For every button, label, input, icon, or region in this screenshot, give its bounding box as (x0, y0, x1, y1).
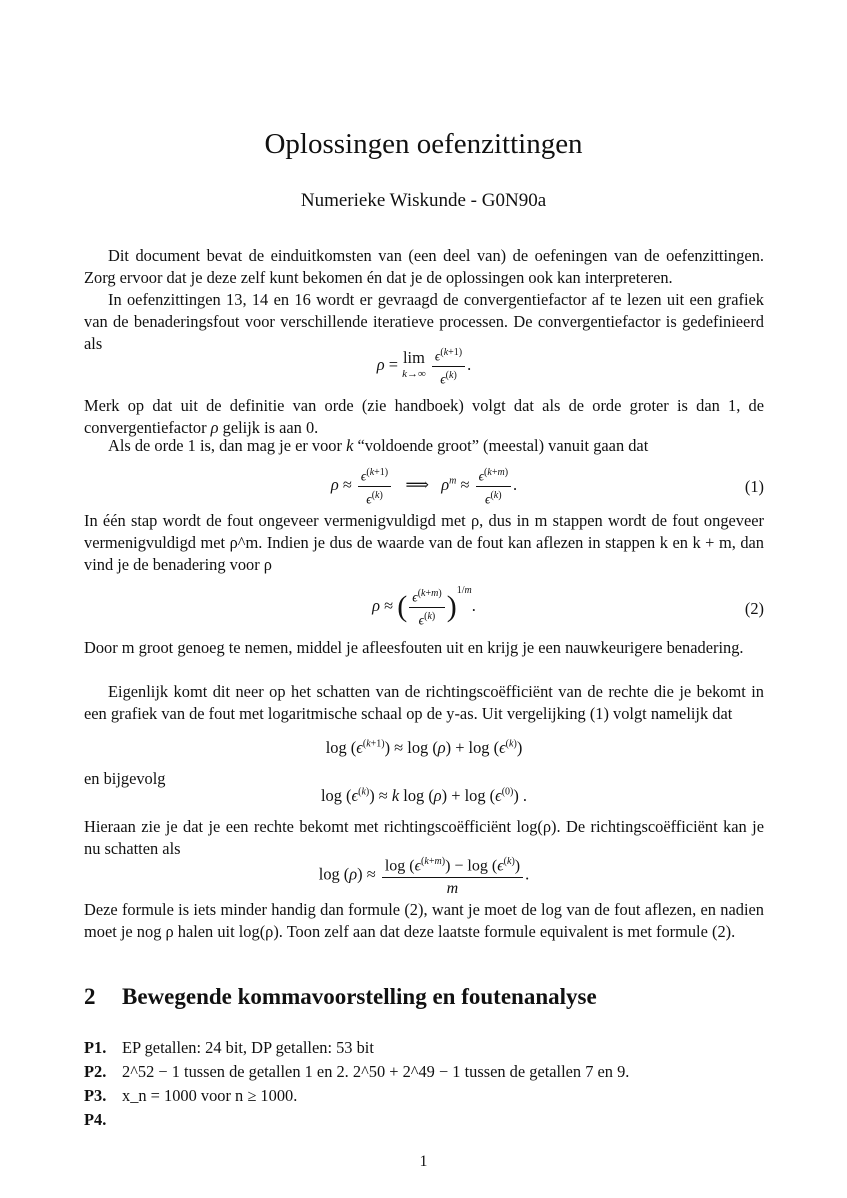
section-title: Bewegende kommavoorstelling en foutenanalyse (122, 984, 597, 1009)
problem-item (84, 1060, 764, 1084)
equation-number-1: (1) (744, 477, 764, 496)
problem-text: x_n = 1000 voor n ≥ 1000. (122, 1086, 298, 1105)
paragraph-slope: Eigenlijk komt dit neer op het schatten van de richtingscoëfficiënt van de rechte die je bekomt in een grafiek van de fout met logaritmische schaal op de y-as. Uit vergelijking (1) volgt namelijk dat (84, 682, 764, 723)
equation-log-1: $\log (\epsilon^{(k+1)}) \approx \log (\rho) + \log (\epsilon^{(k)})$ (325, 738, 523, 757)
problem-item (84, 1108, 764, 1132)
problem-text: 2^52 − 1 tussen de getallen 1 en 2. 2^50 + 2^49 − 1 tussen de getallen 7 en 9. (122, 1062, 630, 1081)
section-number: 2 (84, 984, 96, 1009)
section-heading (84, 984, 597, 1010)
problem-label: P3. (84, 1086, 107, 1105)
problem-item (84, 1084, 764, 1108)
equation-1: ρ ≈ $\frac{\epsilon^{(k+1)}}{\epsilon^{(k)}}$ ⟹ $\rho^m$ ≈ $\frac{\epsilon^{(k+m)}}{\epsilon^{(k)}}$ . (1) (330, 467, 764, 506)
problem-label: P1. (84, 1038, 107, 1057)
problem-label: P4. (84, 1110, 107, 1129)
paragraph-straight-line: Hieraan zie je dat je een rechte bekomt met richtingscoëfficiënt log(ρ). De richtingscoëfficiënt kan je nu schatten als (84, 817, 764, 858)
document-subtitle: Numerieke Wiskunde - G0N90a (300, 190, 547, 211)
paragraph-consequently: en bijgevolg (84, 769, 166, 788)
paragraph-order: Merk op dat uit de definitie van orde (zie handboek) volgt dat als de orde groter is dan 1, de convergentiefactor ρ gelijk is aan 0. (84, 396, 764, 437)
paragraph-steps: In één stap wordt de fout ongeveer vermenigvuldigd met ρ, dus in m stappen wordt de fout ongeveer vermenigvuldigd met ρ^m. Indien je dus de waarde van de fout kan aflezen in stappen k en k + m, dan vind je de benadering voor ρ (84, 511, 764, 574)
equation-log-rho: log (ρ) ≈ $\frac{\log (\epsilon^{(k+m)}) - \log (\epsilon^{(k)})}{m}$ . (84, 852, 764, 899)
equation-definition: ρ = lim k→∞ $\frac{\epsilon^{(k+1)}}{\epsilon^{(k)}}$ . (376, 347, 472, 386)
paragraph-order-one: Als de orde 1 is, dan mag je er voor k “voldoende groot” (meestal) vanuit gaan dat (108, 436, 649, 455)
paragraph-intro: Dit document bevat de einduitkomsten van (een deel van) de oefeningen van de oefenzittingen. Zorg ervoor dat je deze zelf kunt bekomen én dat je de oplossingen ook kan interpreteren. (84, 246, 764, 287)
paragraph-convergence: In oefenzittingen 13, 14 en 16 wordt er gevraagd de convergentiefactor af te lezen uit een grafiek van de benaderingsfout voor verschillende iteratieve processen. De convergentiefactor is gedefinieerd als (84, 290, 764, 353)
equation-log-2: $\log (\epsilon^{(k)}) \approx k$ $\log (\rho) + \log (\epsilon^{(0)})$ . (320, 786, 528, 805)
problem-item (84, 1036, 764, 1060)
problem-text: EP getallen: 24 bit, DP getallen: 53 bit (122, 1038, 374, 1057)
paragraph-formula-note: Deze formule is iets minder handig dan formule (2), want je moet de log van de fout aflezen, en nadien moet je nog ρ halen uit log(ρ). Toon zelf aan dat deze laatste formule equivalent is met formule (2). (84, 900, 764, 941)
problem-list (84, 1036, 764, 1132)
document-title: Oplossingen oefenzittingen (264, 128, 583, 160)
problem-label: P2. (84, 1062, 107, 1081)
equation-2: ρ ≈ ( $\frac{\epsilon^{(k+m)}}{\epsilon^{(k)}}$ )$^{1/m}$. (2) (372, 585, 764, 628)
equation-number-2: (2) (744, 599, 764, 618)
paragraph-large-m: Door m groot genoeg te nemen, middel je afleesfouten uit en krijg je een nauwkeurigere benadering. (84, 638, 744, 657)
page-number: 1 (419, 1153, 428, 1170)
